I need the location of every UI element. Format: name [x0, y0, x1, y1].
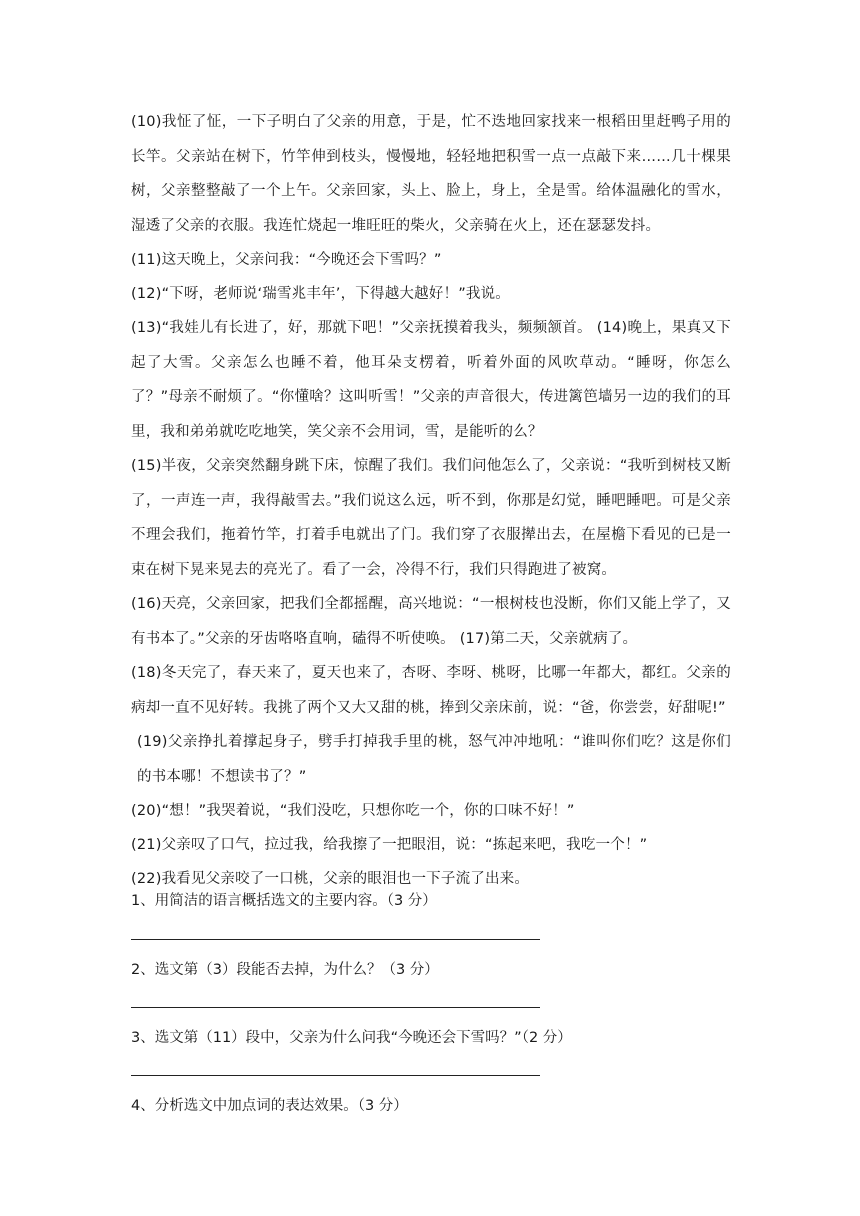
paragraph-18: (18)冬天完了，春天来了，夏天也来了，杏呀、李呀、桃呀，比哪一年都大，都红。父亲的病却一直不见好转。我挑了两个又大又甜的桃，捧到父亲床前，说：“爸，你尝尝，好甜呢!”: [131, 665, 731, 716]
question-1: 1、用简洁的语言概括选文的主要内容。（3 分）: [131, 893, 437, 909]
paragraph-16-17: [131, 587, 731, 656]
paragraph-19: (19)父亲挣扎着撑起身子，劈手打掉我手里的桃，怒气冲冲地吼：“谁叫你们吃？这是你们的书本哪！不想读书了？”: [137, 734, 731, 785]
answer-line-1[interactable]: [131, 939, 540, 940]
answer-line-3[interactable]: [131, 1075, 540, 1076]
paragraph-13-14: [131, 311, 731, 449]
paragraph-16: (16)天亮，父亲回家，把我们全都摇醒，高兴地说：“一根树枝也没断，你们又能上学了，又有书本了。”父亲的牙齿咯咯直响，磕得不听使唤。: [131, 596, 731, 647]
paragraph-10: (10)我怔了怔，一下子明白了父亲的用意，于是，忙不迭地回家找来一根稻田里赶鸭子用的长竿。父亲站在树下，竹竿伸到枝头，慢慢地，轻轻地把积雪一点一点敲下来……几十棵果树，父亲整整敲了一个上午。父亲回家，头上、脸上，身上，全是雪。给体温融化的雪水，湿透了父亲的衣服。我连忙烧起一堆旺旺的柴火，父亲骑在火上，还在瑟瑟发抖。: [131, 114, 731, 234]
paragraph-17: (17)第二天，父亲就病了。: [459, 630, 638, 647]
paragraph-15: (15)半夜，父亲突然翻身跳下床，惊醒了我们。我们问他怎么了，父亲说：“我听到树枝又断了，一声连一声，我得敲雪去。”我们说这么远，听不到，你那是幻觉，睡吧睡吧。可是父亲不理会我们，拖着竹竿，打着手电就出了门。我们穿了衣服撵出去，在屋檐下看见的已是一束在树下晃来晃去的亮光了。看了一会，冷得不行，我们只得跑进了被窝。: [131, 458, 731, 578]
paragraph-12: (12)“下呀，老师说‘瑞雪兆丰年’，下得越大越好！”我说。: [131, 286, 511, 302]
question-4: 4、分析选文中加点词的表达效果。（3 分）: [131, 1098, 408, 1114]
paragraph-11: (11)这天晚上，父亲问我：“今晚还会下雪吗？”: [131, 252, 442, 268]
paragraph-13: (13)“我娃儿有长进了，好，那就下吧！”父亲抚摸着我头，频频颔首。: [131, 320, 592, 336]
paragraph-21: (21)父亲叹了口气，拉过我，给我擦了一把眼泪，说：“拣起来吧，我吃一个！”: [131, 837, 648, 853]
question-3: 3、选文第（11）段中，父亲为什么问我“今晚还会下雪吗？”（2 分）: [131, 1030, 572, 1046]
paragraph-20: (20)“想！”我哭着说，“我们没吃，只想你吃一个，你的口味不好！”: [131, 803, 575, 819]
paragraph-14: (14)晚上，果真又下起了大雪。父亲怎么也睡不着，他耳朵支楞着，听着外面的风吹草动。“睡呀，你怎么了？”母亲不耐烦了。“你懂啥？这叫听雪！”父亲的声音很大，传进篱笆墙另一边的我们的耳里，我和弟弟就吃吃地笑，笑父亲不会用词，雪，是能听的么？: [131, 320, 731, 440]
question-2: 2、选文第（3）段能否去掉，为什么？（3 分）: [131, 962, 439, 978]
answer-line-2[interactable]: [131, 1007, 540, 1008]
paragraph-22: (22)我看见父亲咬了一口桃，父亲的眼泪也一下子流了出来。: [131, 871, 530, 887]
